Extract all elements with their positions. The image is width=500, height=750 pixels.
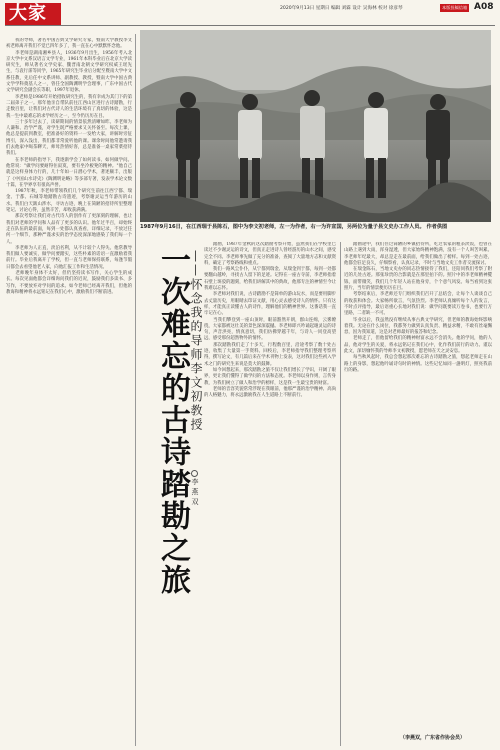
article-author: 李燕双: [191, 478, 199, 508]
article-sign-off: （李燕双，广东省作协会员）: [400, 735, 466, 741]
page-tag: 本版投稿信箱: [442, 5, 468, 10]
body-text-column-2: 踏勘，1987年金秋的这次踏勘考察开始，虽然我们在学校里已读过不少谢灵运的诗文，但真正走进诗人曾经游历的山水之间，感受完全不同。李老师事先做了充分的准备，查阅了大量地方志和文献资料，确定了考察路线和重点。 我们一路风尘仆仆，从宁都到瑞金、从瑞金到于都，每到一处都要翻山越岭，寻找古人留下的足迹。记得在一座古寺前，李老师指着石壁上斑驳的题刻，给我们讲解其中的典故，他那专注的神情至今让我难以忘怀。 李老师对我们说，古诗踏勘不是简单的游山玩水，而是要用脚步去丈量历史，用眼睛去印证文献，用心灵去感受诗人的情怀。只有这样，才能真正读懂古人的诗作，理解他们的精神世界。这番话我一直牢记在心。 当我们攀登到一座山顶时，眼前豁然开朗，群山连绵，云雾缭绕，大家都被这壮美的景色深深震撼。李老师即兴吟诵起谢灵运的诗句，声音洪亮，情真意切，我们仿佛穿越千年，与诗人一同登高望远，感受那份超然物外的情怀。 那次踏勘我们走了十多天，行程数百里，沿途考察了数十处古迹，收集了大量第一手资料。回校后，李老师指导我们整理考察所得，撰写论文，有几篇后来在学术刊物上发表，这对我们这些初入学术之门的研究生来说是莫大的鼓舞。 如今回想起来，那次踏勘之旅不仅让我们增长了学识，开阔了眼界，更让我们懂得了做学问的方法和态度。李老师以身作则，言传身教，为我们树立了做人和治学的榜样，这是我一生最宝贵的财富。 老师的音容笑貌常常浮现在我眼前，他那严谨的治学精神、高尚的人格魅力，将永远激励我在人生道路上不断前行。: [204, 242, 336, 399]
column-divider-right: [340, 242, 341, 746]
column-divider-left: [135, 34, 136, 746]
group-photo: [140, 30, 491, 222]
article-title: 一次难忘的古诗踏勘之旅: [155, 244, 190, 596]
section-title: 大家: [9, 3, 47, 24]
page-number: A08: [474, 2, 494, 12]
article-subtitle: ——怀念我的导师李文初教授: [189, 250, 203, 432]
photo-scene: [140, 30, 491, 222]
header-rule: [5, 25, 495, 26]
photo-caption: 1987年9月16日，在江西瑞于县陈石，图中为李文初老师，左一为作者，右一为许宣国，另两位为量子县文史办工作人员。 作者供图: [140, 224, 448, 230]
header-meta: 2020年9月13日 星期日 编辑 刘霖 设计 吴海林 校对 徐彦琴: [280, 6, 403, 11]
author-pen-icon: [191, 470, 198, 477]
body-text-column-1: 我的导师，著名中国古典文学研究专家，暨南大学教授李文初老师离开我们不觉已四年多了，我一直在心中默默怀念他。 李老师是湖南湘乡县人，1936年9月出生，1956年考入北京大学中文系汉语言文学专业，1961年本科毕业后在北京大学读研究生，师从著名文学史家、魏晋南北朝文学研究权威王瑶先生，与袁行霈等同学，1965年研究生毕业后分配至暨南大学中文系任教，先后任中文系讲师、副教授、教授，暨南大学中国古典文学学科奠基人之一，曾任全国陶渊明学会理事，广东中国古代文学研究会副会长等职，1997年退休。 李老师是1986年开始招收研究生的，我有幸成为其门下的第二届弟子之一。那年他亲自带队前往江西山区进行古诗踏勘，行走数百里，让我们对古代诗人的生活环境有了真切的体验，这是我一生中最难忘的求学经历之一，至今仍历历在目。 三十多年过去了，读研期间的情景依然清晰如昨。李老师为人谦和、治学严谨，对学生既严格要求又关怀备至。每次上课，他总是提前到教室，把准备好的资料一一发给大家，讲解时旁征博引，深入浅出，我们都非常爱听他的课。课余时间他常邀请我们去他家中喝茶聊天，师母热情好客，总是准备一桌家常菜招待我们。 在李老师的指导下，我逐渐学会了如何读书、如何做学问。他常说："做学问要耐得住寂寞，要有坐冷板凳的精神。"他自己就是这样身体力行的，几十年如一日潜心学术，著述颇丰，出版了《中国山水诗史》《陶渊明论略》等多部专著，发表学术论文数十篇，在学界享有很高声誉。 1987年秋，李老师带领我们几个研究生前往江西宁都、瑞金、于都、石城等地踏勘古诗遗迹，考察谢灵运当年游历的山水。我们白天跋山涉水，寻访古迹，晚上在简陋的招待所里整理笔记、讨论心得，虽然辛苦，却收获满满。 那次考察让我们对古代诗人的创作有了更深刻的理解，也让我们对老师的学问和人品有了更多的认识。他年过半百，却始终走在队伍的最前面，每到一处都认真查看，详细记录，不放过任何一个细节，那种严谨求实的治学态度深深地感染了我们每一个人。 李老师为人正直，淡泊名利，从不计较个人得失。他常教导我们做人要诚实，做学问要踏实，这些朴素的话语一直激励着我前行。毕业后我离开了学校，但一直与老师保持联系，每逢节假日都会去看望他老人家，向他汇报工作和生活情况。 老师晚年身体不太好，但仍坚持读书写作，关心学生的成长。每次见面他都会详细询问我们的近况，鼓励我们多读书、多写作，不要放弃对学问的追求。如今老师已经离开我们，但他的教诲和精神将永远铭记在我们心中，激励我们不断前进。: [6, 38, 132, 295]
body-text-column-3: 踏勘途中，我们住过简陋的乡镇招待所，吃过农家的粗茶淡饭，也曾在山路上遇到大雨，浑身湿透，但大家始终精神饱满，没有一个人叫苦叫累。李老师年纪最大，却总是走在最前面，给我们做出了榜样。每到一处古迹，他都会驻足良久，仔细察看，认真记录，不时与当地文史工作者交流探讨。 在瑞金陈石，当地文史办的同志热情接待了我们，还陪同我们考察了附近的几处古迹。那张珍贵的合影就是在那里拍下的。照片中的李老师精神矍铄，面带微笑，我们几个年轻人站在他身旁，个个意气风发。每当看到这张照片，当年的情景便历历在目。 考察结束后，李老师还专门组织我们召开了总结会，让每个人谈谈自己的收获和体会。大家畅所欲言，气氛热烈。李老师认真倾听每个人的发言，不时点评指导，最后语重心长地对我们说：做学问既要读万卷书，也要行万里路，二者缺一不可。 毕业以后，我虽然没有继续从事古典文学研究，但老师的教诲始终影响着我。无论在什么岗位，我都努力做到认真负责、精益求精，不敢有丝毫懈怠，因为我知道，这是对老师最好的报答和纪念。 老师走了，但他留给我们的精神财富永远不会消失。他的学问，他的人品，他对学生的关爱，将永远铭记在我们心中，化作我们前行的动力。谨以此文，深切缅怀我的导师李文初教授，愿老师在天之灵安息。 每当秋风起时，我总会想起那次难忘的古诗踏勘之旅，想起老师走在山路上的身影，想起他吟诵诗句时的神情。这些记忆如同一盏明灯，照亮我前行的路。: [344, 242, 492, 373]
